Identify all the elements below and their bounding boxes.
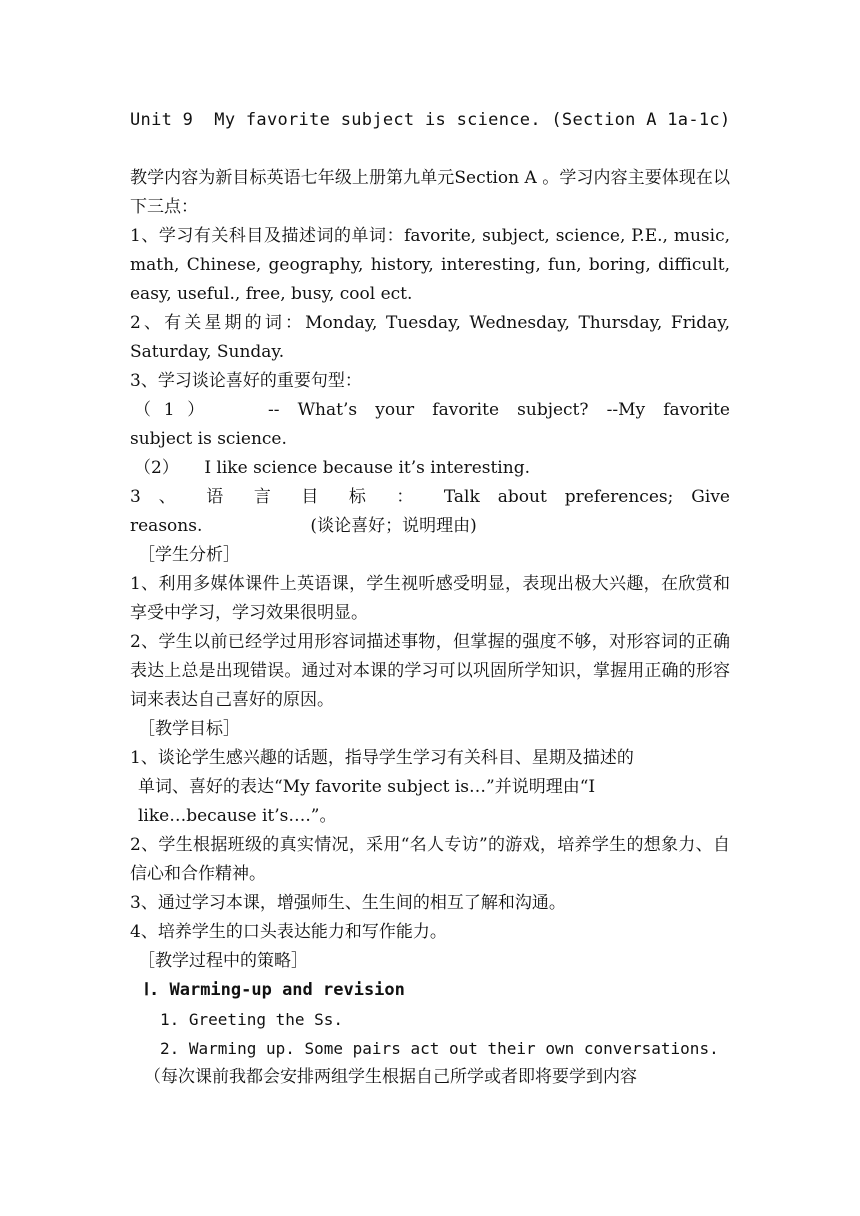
step-warming-up: 2. Warming up. Some pairs act out their own conversations.: [160, 1039, 719, 1058]
pattern-2: （2） I like science because it’s interesting.: [134, 458, 530, 478]
teaching-goal-4: 4、培养学生的口头表达能力和写作能力。: [130, 922, 447, 942]
content-point-weekdays: 2、有关星期的词：Monday, Tuesday, Wednesday, Thursday, Friday, Saturday, Sunday.: [130, 313, 730, 362]
lesson-title: Unit 9 My favorite subject is science. (Section A 1a-1c): [130, 110, 731, 130]
content-point-vocabulary: 1、学习有关科目及描述词的单词：favorite, subject, science, P.E., music, math, Chinese, geography, history, interesting, fun, boring, difficult, easy, useful., free, busy, cool ect.: [130, 226, 730, 304]
language-goal-line-1: 3 、 语 言 目 标 ： Talk about preferences; Give: [130, 487, 730, 507]
students-analysis-2: 2、学生以前已经学过用形容词描述事物，但掌握的强度不够，对形容词的正确表达上总是出现错误。通过对本课的学习可以巩固所学知识，掌握用正确的形容词来表达自己喜好的原因。: [130, 632, 730, 710]
language-goal-line-2: reasons. (谈论喜好；说明理由): [130, 516, 477, 536]
teaching-goals-heading: ［教学目标］: [138, 719, 240, 739]
teaching-goal-2: 2、学生根据班级的真实情况，采用“名人专访”的游戏，培养学生的想象力、自信心和合作精神。: [130, 835, 730, 884]
teaching-goal-1-line-1: 1、谈论学生感兴趣的话题，指导学生学习有关科目、星期及描述的: [130, 748, 634, 768]
students-analysis-heading: ［学生分析］: [138, 545, 240, 565]
section-warming-up-heading: Ⅰ. Warming-up and revision: [144, 980, 405, 1000]
step-warming-up-note: （每次课前我都会安排两组学生根据自己所学或者即将要学到内容: [144, 1067, 637, 1087]
teaching-goal-1-line-2: 单词、喜好的表达“My favorite subject is…”并说明理由“I: [138, 777, 596, 797]
intro-paragraph: 教学内容为新目标英语七年级上册第九单元Section A 。学习内容主要体现在以下三点：: [130, 168, 730, 217]
students-analysis-1: 1、利用多媒体课件上英语课，学生视听感受明显，表现出极大兴趣，在欣赏和享受中学习，学习效果很明显。: [130, 574, 730, 623]
content-point-patterns: 3、学习谈论喜好的重要句型：: [130, 371, 362, 391]
strategy-heading: ［教学过程中的策略］: [138, 951, 308, 971]
pattern-1-line-1: （1） -- What’s your favorite subject? --My favorite: [134, 400, 730, 420]
document-body: [130, 106, 730, 1092]
step-greeting: 1. Greeting the Ss.: [160, 1010, 344, 1029]
teaching-goal-3: 3、通过学习本课，增强师生、生生间的相互了解和沟通。: [130, 893, 566, 913]
teaching-goal-1-line-3: like…because it’s….”。: [138, 806, 337, 826]
pattern-1-line-2: subject is science.: [130, 429, 287, 449]
